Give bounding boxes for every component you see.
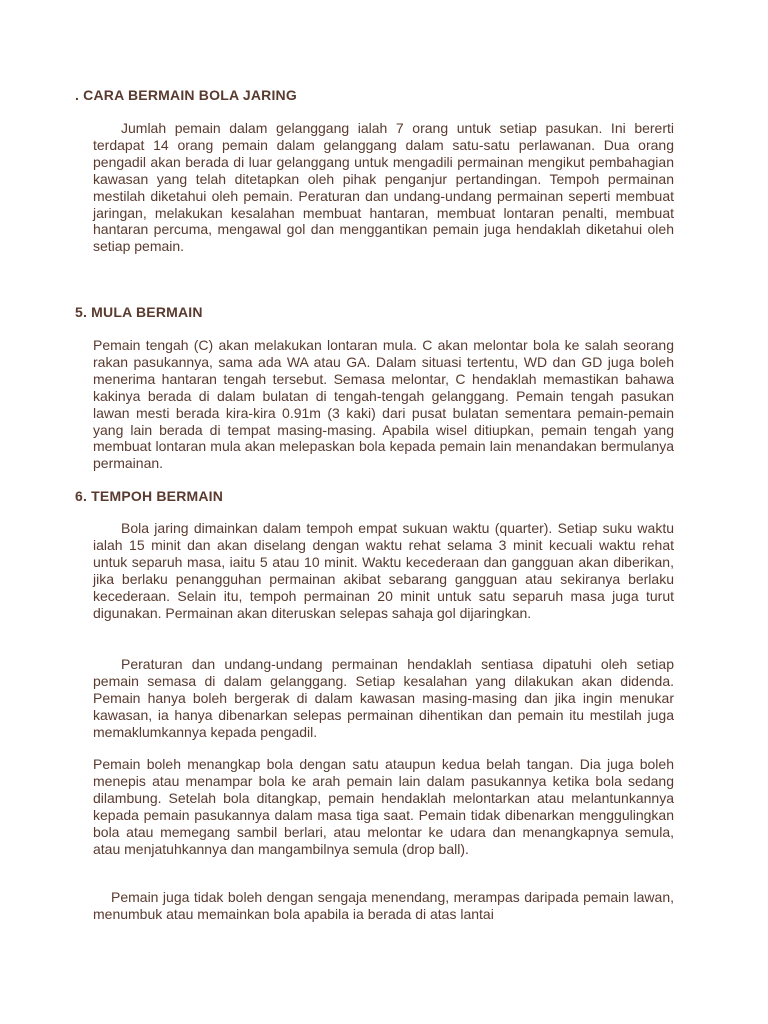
section-heading-mula-bermain: 5. MULA BERMAIN	[75, 304, 203, 320]
section-heading-cara-bermain: . CARA BERMAIN BOLA JARING	[75, 87, 297, 103]
paragraph-tempoh-2: Peraturan dan undang-undang permainan hendaklah sentiasa dipatuhi oleh setiap pemain semasa di dalam gelanggang. Setiap kesalahan yang dilakukan akan didenda. Pemain hanya boleh bergerak di dalam kawasan masing-masing dan jika ingin menukar kawasan, ia hanya dibenarkan selepas permainan dihentikan dan pemain itu mestilah juga memaklumkannya kepada pengadil.	[93, 656, 674, 740]
paragraph-cara-bermain: Jumlah pemain dalam gelanggang ialah 7 orang untuk setiap pasukan. Ini bererti terdapat 14 orang pemain dalam gelanggang dalam satu-satu perlawanan. Dua orang pengadil akan berada di luar gelanggang untuk mengadili permainan mengikut pembahagian kawasan yang telah ditetapkan oleh pihak penganjur pertandingan. Tempoh permainan mestilah diketahui oleh pemain. Peraturan dan undang-undang permainan seperti membuat jaringan, melakukan kesalahan membuat hantaran, membuat lontaran penalti, membuat hantaran percuma, mengawal gol dan menggantikan pemain juga hendaklah diketahui oleh setiap pemain.	[93, 120, 674, 255]
section-heading-tempoh-bermain: 6. TEMPOH BERMAIN	[75, 488, 224, 504]
paragraph-tempoh-4: Pemain juga tidak boleh dengan sengaja menendang, merampas daripada pemain lawan, menumbuk atau memainkan bola apabila ia berada di atas lantai	[93, 889, 674, 922]
paragraph-mula-bermain: Pemain tengah (C) akan melakukan lontaran mula. C akan melontar bola ke salah seorang rakan pasukannya, sama ada WA atau GA. Dalam situasi tertentu, WD dan GD juga boleh menerima hantaran tengah tersebut. Semasa melontar, C hendaklah memastikan bahawa kakinya berada di dalam bulatan di tengah-tengah gelanggang. Pemain tengah pasukan lawan mesti berada kira-kira 0.91m (3 kaki) dari pusat bulatan sementara pemain-pemain yang lain berada di tempat masing-masing. Apabila wisel ditiupkan, pemain tengah yang membuat lontaran mula akan melepaskan bola kepada pemain lain menandakan bermulanya permainan.	[93, 337, 674, 472]
paragraph-tempoh-1: Bola jaring dimainkan dalam tempoh empat sukuan waktu (quarter). Setiap suku waktu ialah 15 minit dan akan diselang dengan waktu rehat selama 3 minit kecuali waktu rehat untuk separuh masa, iaitu 5 atau 10 minit. Waktu kecederaan dan gangguan akan diberikan, jika berlaku penangguhan permainan akibat sebarang gangguan atau sekiranya berlaku kecederaan. Selain itu, tempoh permainan 20 minit untuk satu separuh masa juga turut digunakan. Permainan akan diteruskan selepas sahaja gol dijaringkan.	[93, 520, 674, 621]
paragraph-tempoh-3: Pemain boleh menangkap bola dengan satu ataupun kedua belah tangan. Dia juga boleh menepis atau menampar bola ke arah pemain lain dalam pasukannya ketika bola sedang dilambung. Setelah bola ditangkap, pemain hendaklah melontarkan atau melantunkannya kepada pemain pasukannya dalam masa tiga saat. Pemain tidak dibenarkan menggulingkan bola atau memegang sambil berlari, atau melontar ke udara dan menangkapnya semula, atau menjatuhkannya dan mangambilnya semula (drop ball).	[93, 756, 674, 857]
